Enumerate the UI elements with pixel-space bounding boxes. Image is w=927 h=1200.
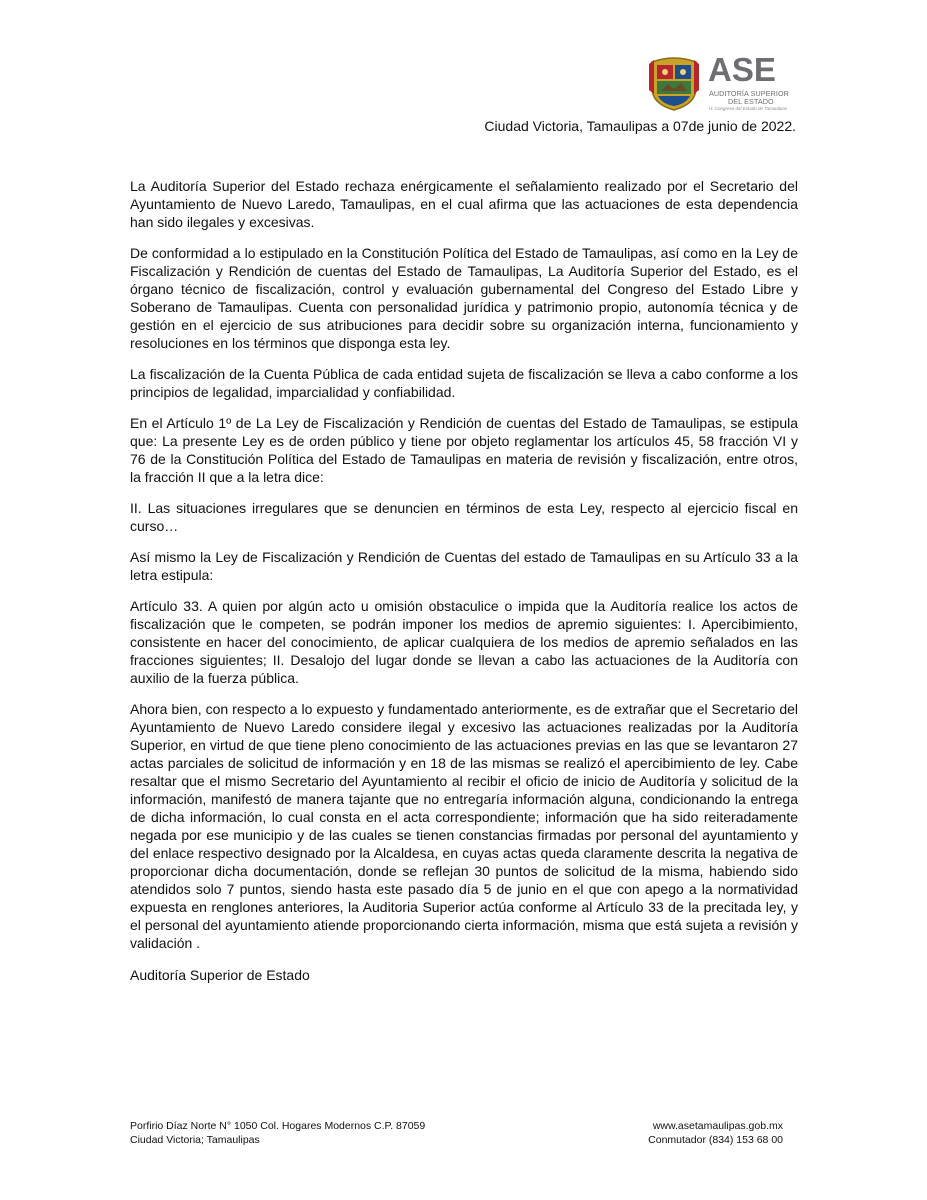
footer-contact [648, 1119, 783, 1147]
paragraph: De conformidad a lo estipulado en la Constitución Política del Estado de Tamaulipas, así como en la Ley de Fiscalización y Rendición de cuentas del Estado de Tamaulipas, La Auditoría Superior del Estado, es el órgano técnico de fiscalización, control y evaluación gubernamental del Congreso del Estado Libre y Soberano de Tamaulipas. Cuenta con personalidad jurídica y patrimonio propio, autonomía técnica y de gestión en el ejercicio de sus atribuciones para decidir sobre su organización interna, funcionamiento y resoluciones en los términos que disponga esta ley. [130, 245, 798, 351]
paragraph: En el Artículo 1º de La Ley de Fiscalización y Rendición de cuentas del Estado de Tamaulipas, se estipula que: La presente Ley es de orden público y tiene por objeto reglamentar los artículos 45, 58 fracción VI y 76 de la Constitución Política del Estado de Tamaulipas en materia de revisión y fiscalización, entre otros, la fracción II que a la letra dice: [130, 415, 798, 485]
date-line: Ciudad Victoria, Tamaulipas a 07de junio de 2022. [484, 118, 796, 134]
address-line-2: Ciudad Victoria; Tamaulipas [130, 1134, 260, 1146]
logo-line-1: AUDITORÍA SUPERIOR [709, 89, 789, 98]
logo-line-2: DEL ESTADO [728, 97, 774, 106]
website-link[interactable]: www.asetamaulipas.gob.mx [652, 1120, 783, 1132]
logo-line-3: H. Congreso del Estado de Tamaulipas [709, 106, 788, 111]
document-body [130, 177, 798, 997]
paragraph: II. Las situaciones irregulares que se denuncien en términos de esta Ley, respecto al ejercicio fiscal en curso… [130, 500, 798, 534]
paragraph: La Auditoría Superior del Estado rechaza enérgicamente el señalamiento realizado por el Secretario del Ayuntamiento de Nuevo Laredo, Tamaulipas, en el cual afirma que las actuaciones de esta dependencia han sido ilegales y excesivas. [130, 178, 798, 230]
address-line-1: Porfirio Díaz Norte N° 1050 Col. Hogares Modernos C.P. 87059 [130, 1120, 426, 1132]
signature: Auditoría Superior de Estado [130, 967, 310, 983]
footer-address [130, 1119, 425, 1147]
paragraph: Así mismo la Ley de Fiscalización y Rendición de Cuentas del estado de Tamaulipas en su Artículo 33 a la letra estipula: [130, 549, 798, 583]
paragraph: Artículo 33. A quien por algún acto u omisión obstaculice o impida que la Auditoría realice los actos de fiscalización que le competen, se podrán imponer los medios de apremio siguientes: I. Apercibimiento, consistente en hacer del conocimiento, de aplicar cualquiera de los medios de apremio señalados en las fracciones siguientes; II. Desalojo del lugar donde se llevan a cabo las actuaciones de la Auditoría con auxilio de la fuerza pública. [130, 598, 798, 686]
paragraph: Ahora bien, con respecto a lo expuesto y fundamentado anteriormente, es de extrañar que el Secretario del Ayuntamiento de Nuevo Laredo considere ilegal y excesivo las actuaciones realizadas por la Auditoría Superior, en virtud de que tiene pleno conocimiento de las actuaciones previas en las que se levantaron 27 actas parciales de solicitud de información y en 18 de las mismas se realizó el apercibimiento de ley. Cabe resaltar que el mismo Secretario del Ayuntamiento al recibir el oficio de inicio de Auditoría y solicitud de la información, manifestó de manera tajante que no entregaría información alguna, condicionando la entrega de dicha información, lo cual consta en el acta correspondiente; información que ha sido reiteradamente negada por ese municipio y de las cuales se tienen constancias firmadas por personal del ayuntamiento y del enlace respectivo designado por la Alcaldesa, en cuyas actas queda claramente descrita la negativa de proporcionar dicha documentación, donde se reflejan 30 puntos de solicitud de la misma, habiendo sido atendidos solo 7 puntos, siendo hasta este pasado día 5 de junio en el que con apego a la normatividad expuesta en renglones anteriores, la Auditoria Superior actúa conforme al Artículo 33 de la precitada ley, y el personal del ayuntamiento atiende proporcionando cierta información, misma que está sujeta a revisión y validación . [130, 701, 798, 951]
paragraph: La fiscalización de la Cuenta Pública de cada entidad sujeta de fiscalización se lleva a cabo conforme a los principios de legalidad, imparcialidad y confiabilidad. [130, 366, 798, 400]
tamaulipas-coat-of-arms-icon [646, 54, 702, 112]
phone-number: Conmutador (834) 153 68 00 [648, 1134, 783, 1146]
ase-logo [646, 51, 792, 114]
logo-acronym: ASE [708, 51, 776, 88]
